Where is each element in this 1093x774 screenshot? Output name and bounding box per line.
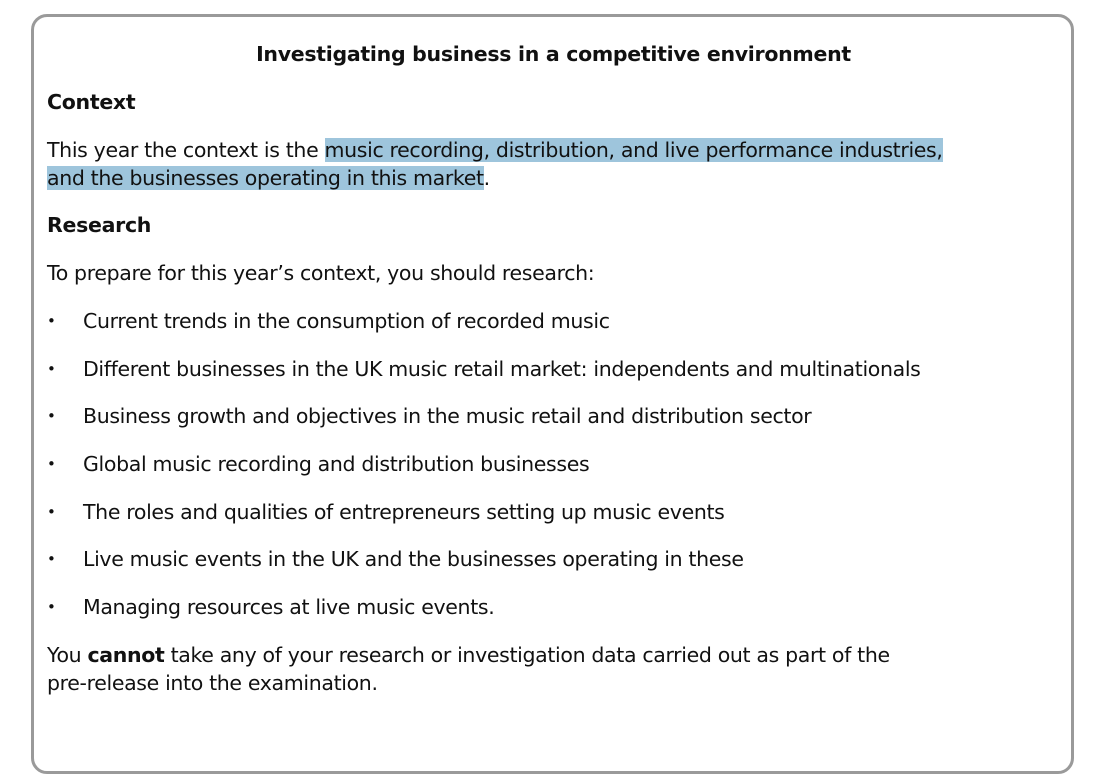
bullet-icon: • — [47, 503, 56, 521]
list-item-text: Managing resources at live music events. — [83, 595, 495, 619]
list-item-text: Business growth and objectives in the music retail and distribution sector — [83, 404, 812, 428]
list-item-text: Different businesses in the UK music retail market: independents and multinationals — [83, 357, 921, 381]
research-heading: Research — [47, 213, 152, 237]
context-highlight-1[interactable]: music recording, distribution, and live performance industries, — [324, 138, 943, 162]
context-intro-text: This year the context is the — [47, 138, 325, 162]
page-title: Investigating business in a competitive environment — [256, 42, 851, 66]
bullet-icon: • — [47, 407, 56, 425]
note-prefix: You — [47, 643, 88, 667]
context-trailing: . — [483, 166, 490, 190]
bullet-icon: • — [47, 598, 56, 616]
context-line-1 — [47, 136, 943, 164]
list-item-text: Global music recording and distribution businesses — [83, 452, 590, 476]
list-item-text: Live music events in the UK and the businesses operating in these — [83, 547, 744, 571]
bullet-icon: • — [47, 360, 56, 378]
list-item-text: The roles and qualities of entrepreneurs setting up music events — [83, 500, 725, 524]
list-item-text: Current trends in the consumption of recorded music — [83, 309, 610, 333]
research-intro: To prepare for this year’s context, you should research: — [47, 261, 595, 285]
bullet-icon: • — [47, 455, 56, 473]
context-highlight-2[interactable]: and the businesses operating in this market — [47, 166, 484, 190]
bullet-icon: • — [47, 312, 56, 330]
note-line-1 — [47, 641, 890, 669]
note-line-2: pre-release into the examination. — [47, 671, 378, 695]
context-heading: Context — [47, 90, 136, 114]
bullet-icon: • — [47, 550, 56, 568]
note-emphasis: cannot — [87, 643, 165, 667]
context-line-2 — [47, 164, 490, 192]
note-line-1-rest: take any of your research or investigation data carried out as part of the — [164, 643, 890, 667]
